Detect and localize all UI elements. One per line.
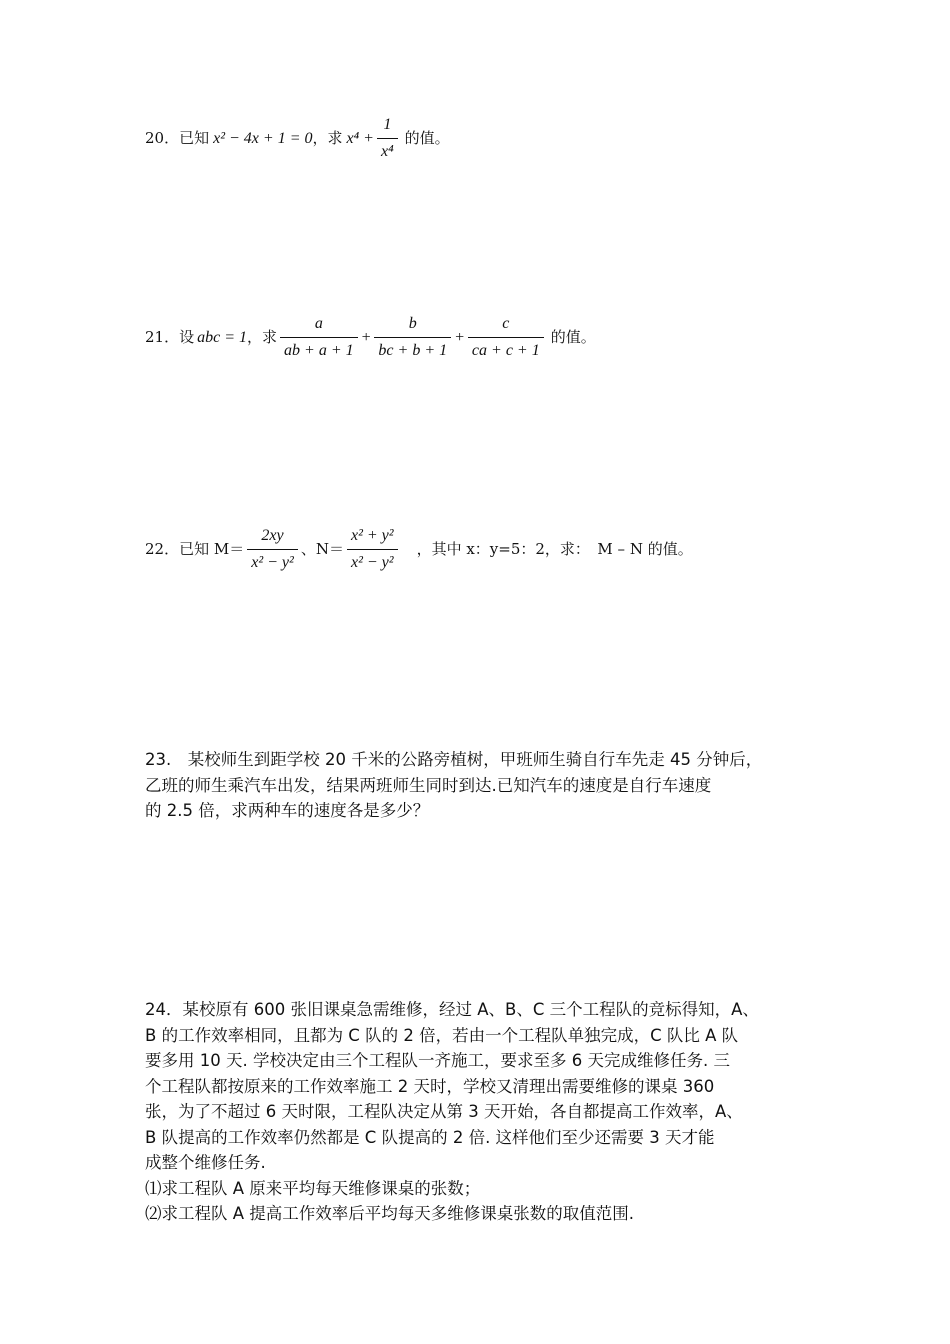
fraction-m [247, 528, 298, 571]
question-line: 个工程队都按原来的工作效率施工 2 天时，学校又清理出需要维修的课桌 360 [145, 1076, 715, 1096]
fraction-numerator: 1 [383, 116, 392, 133]
fraction-denominator: bc + b + 1 [374, 337, 451, 359]
plus-sign: + [454, 328, 465, 346]
question-text: 、N＝ [300, 540, 344, 558]
question-number: 20． [145, 129, 180, 147]
question-number: 21． [145, 328, 180, 346]
question-line: 张，为了不超过 6 天时限，工程队决定从第 3 天开始，各自都提高工作效率，A、 [145, 1102, 743, 1121]
equation: x² − 4x + 1 = 0 [213, 129, 313, 147]
sub-question-2: ⑵求工程队 A 提高工作效率后平均每天多维修课桌张数的取值范围. [145, 1204, 635, 1223]
fraction [468, 316, 544, 359]
fraction-n [347, 528, 398, 571]
question-20 [145, 117, 450, 160]
fraction-numerator: x² + y² [350, 527, 394, 544]
fraction-denominator: x² − y² [347, 549, 398, 571]
question-line: 乙班的师生乘汽车出发，结果两班师生同时到达.已知汽车的速度是自行车速度 [145, 775, 712, 795]
fraction-denominator: ca + c + 1 [468, 337, 544, 359]
fraction-numerator: b [408, 315, 417, 332]
fraction-numerator: a [314, 315, 323, 332]
sub-question-1: ⑴求工程队 A 原来平均每天维修课桌的张数； [145, 1178, 481, 1198]
question-text: 的值。 [404, 129, 450, 147]
question-22 [145, 528, 693, 571]
condition: abc = 1 [197, 328, 248, 346]
question-number: 22． [145, 540, 180, 558]
question-line: B 队提高的工作效率仍然都是 C 队提高的 2 倍. 这样他们至少还需要 3 天才能 [145, 1127, 715, 1147]
question-line: 24．某校原有 600 张旧课桌急需维修，经过 A、B、C 三个工程队的竞标得知，A、 [145, 1000, 759, 1019]
question-text: 已知 M＝ [179, 540, 245, 558]
question-line: 的 2.5 倍，求两种车的速度各是多少？ [145, 801, 430, 820]
question-text: ，其中 x：y=5：2，求： M – N 的值。 [416, 540, 693, 558]
question-line: 成整个维修任务. [145, 1153, 266, 1172]
fraction [374, 316, 451, 359]
question-line: 23. 某校师生到距学校 20 千米的公路旁植树，甲班师生骑自行车先走 45 分钟后， [145, 750, 763, 769]
question-text: ，求 [247, 328, 278, 346]
expression-lead: x⁴ + [346, 129, 374, 147]
question-21 [145, 316, 596, 359]
plus-sign: + [360, 328, 372, 346]
fraction [280, 316, 358, 359]
question-text: 设 [179, 328, 195, 346]
question-text: 已知 [179, 129, 210, 147]
question-text: ，求 [312, 129, 343, 147]
fraction [377, 117, 398, 160]
question-24 [145, 997, 810, 1227]
fraction-denominator: x² − y² [247, 549, 298, 571]
fraction-denominator: x⁴ [377, 138, 398, 160]
question-line: B 的工作效率相同，且都为 C 队的 2 倍，若由一个工程队单独完成，C 队比 A 队 [145, 1025, 739, 1045]
fraction-denominator: ab + a + 1 [280, 337, 358, 359]
question-text: 的值。 [550, 328, 596, 346]
fraction-numerator: 2xy [261, 527, 284, 544]
question-line: 要多用 10 天. 学校决定由三个工程队一齐施工，要求至多 6 天完成维修任务. 三 [145, 1051, 730, 1070]
question-23 [145, 747, 810, 824]
fraction-numerator: c [502, 315, 510, 332]
